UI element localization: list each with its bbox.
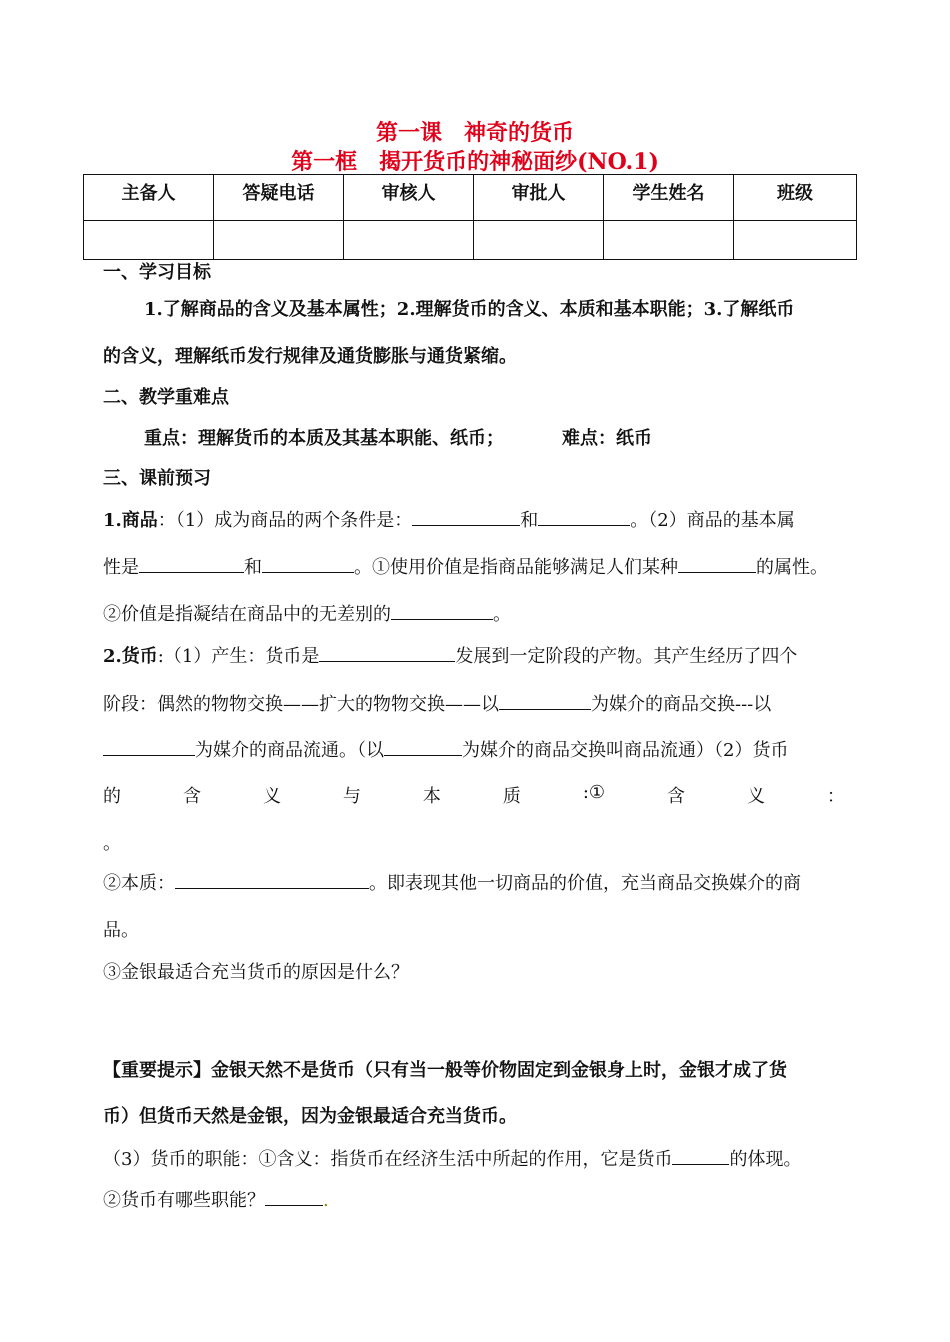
fill-blank[interactable] bbox=[103, 737, 195, 756]
table-input-cell[interactable] bbox=[344, 221, 474, 260]
q2-text: 为媒介的商品交换叫商品流通）（2）货币 bbox=[462, 740, 789, 761]
q2-line8: ③金银最适合充当货币的原因是什么？ bbox=[103, 962, 409, 983]
q2-text: ②本质： bbox=[103, 873, 175, 894]
fill-blank[interactable] bbox=[262, 554, 354, 573]
fill-blank[interactable] bbox=[678, 554, 756, 573]
tip-line2: 币）但货币天然是金银，因为金银最适合充当货币。 bbox=[103, 1106, 517, 1127]
q1-text: 和 bbox=[520, 510, 539, 531]
q1-line1 bbox=[103, 506, 795, 532]
table-input-cell[interactable] bbox=[214, 221, 344, 260]
fill-blank[interactable] bbox=[672, 1146, 729, 1165]
q2-text: 发展到一定阶段的产物。其产生经历了四个 bbox=[455, 646, 798, 667]
q1-line3 bbox=[103, 600, 511, 626]
q2-text: :（1）产生：货币是 bbox=[157, 646, 320, 667]
q1-text: 。①使用价值是指商品能够满足人们某种 bbox=[354, 557, 678, 578]
q2-label: 2.货币 bbox=[103, 646, 158, 667]
q1-text: 性是 bbox=[103, 557, 139, 578]
fill-blank[interactable] bbox=[412, 507, 520, 526]
section-title: 第一框 揭开货币的神秘面纱(NO.1) bbox=[291, 149, 659, 175]
q2-text: 为媒介的商品流通。（以 bbox=[195, 740, 384, 761]
q1-text: 的属性。 bbox=[756, 557, 828, 578]
fill-blank[interactable] bbox=[175, 870, 369, 889]
fill-blank[interactable] bbox=[391, 601, 493, 620]
q2-line3 bbox=[103, 736, 788, 762]
fill-blank[interactable] bbox=[139, 554, 244, 573]
section-heading-preview: 三、课前预习 bbox=[103, 468, 211, 489]
section-heading-goals: 一、学习目标 bbox=[103, 262, 211, 283]
q3-text: （3）货币的职能：①含义：指货币在经济生活中所起的作用，它是货币 bbox=[103, 1149, 673, 1170]
table-input-cell[interactable] bbox=[84, 221, 214, 260]
section-heading-key-points: 二、教学重难点 bbox=[103, 387, 229, 408]
q1-text: ②价值是指凝结在商品中的无差别的 bbox=[103, 604, 391, 625]
q2-char: 义 bbox=[262, 786, 281, 807]
q3-text: 的体现。 bbox=[729, 1149, 802, 1170]
q2-char: 含 bbox=[182, 786, 201, 807]
q1-text: 。（2）商品的基本属 bbox=[630, 510, 795, 531]
q2-text: 阶段：偶然的物物交换——扩大的物物交换——以 bbox=[103, 694, 499, 715]
q2-text: 为媒介的商品交换---以 bbox=[591, 694, 772, 715]
tip-line1: 【重要提示】金银天然不是货币（只有当一般等价物固定到金银身上时，金银才成了货 bbox=[103, 1060, 787, 1081]
q3-text: ②货币有哪些职能？ bbox=[103, 1190, 265, 1211]
q3-line2 bbox=[103, 1186, 329, 1212]
q1-text: ：（1）成为商品的两个条件是： bbox=[157, 510, 413, 531]
q2-char: :① bbox=[582, 782, 606, 803]
goals-text-line1: 1.了解商品的含义及基本属性；2.理解货币的含义、本质和基本职能；3.了解纸币 bbox=[144, 299, 795, 320]
table-input-cell[interactable] bbox=[474, 221, 604, 260]
q2-char: 的 bbox=[103, 786, 121, 807]
q2-line5: 。 bbox=[103, 833, 121, 854]
table-header-cell: 审核人 bbox=[344, 175, 474, 221]
fill-blank[interactable] bbox=[499, 691, 591, 710]
q2-line6 bbox=[103, 869, 801, 895]
q1-text: 。 bbox=[493, 604, 511, 625]
table-header-cell: 主备人 bbox=[84, 175, 214, 221]
table-input-row bbox=[84, 221, 857, 260]
fill-blank[interactable] bbox=[265, 1187, 323, 1206]
goals-text-line2: 的含义，理解纸币发行规律及通货膨胀与通货紧缩。 bbox=[103, 346, 517, 367]
table-header-cell: 班级 bbox=[734, 175, 857, 221]
q2-char: 与 bbox=[342, 786, 361, 807]
fill-blank[interactable] bbox=[538, 507, 630, 526]
q3-line1 bbox=[103, 1145, 801, 1171]
table-header-cell: 学生姓名 bbox=[604, 175, 734, 221]
lesson-title: 第一课 神奇的货币 bbox=[375, 120, 574, 146]
fill-blank[interactable] bbox=[319, 643, 455, 662]
q3-text: . bbox=[323, 1190, 329, 1211]
q2-char: 义 bbox=[746, 786, 765, 807]
q2-char: 含 bbox=[666, 786, 685, 807]
q2-line2 bbox=[103, 690, 771, 716]
table-input-cell[interactable] bbox=[734, 221, 857, 260]
q2-char: 本 bbox=[422, 786, 441, 807]
q2-char: 质 bbox=[502, 786, 521, 807]
q2-line4 bbox=[103, 782, 845, 808]
q2-line7: 品。 bbox=[103, 920, 139, 941]
table-header-cell: 审批人 bbox=[474, 175, 604, 221]
fill-blank[interactable] bbox=[384, 737, 462, 756]
q2-text: 。即表现其他一切商品的价值，充当商品交换媒介的商 bbox=[369, 873, 801, 894]
q1-label: 1.商品 bbox=[103, 510, 158, 531]
table-header-row bbox=[84, 175, 857, 221]
table-input-cell[interactable] bbox=[604, 221, 734, 260]
q1-line2 bbox=[103, 553, 828, 579]
difficulty-text: 难点：纸币 bbox=[562, 428, 652, 449]
q1-text: 和 bbox=[244, 557, 262, 578]
table-header-cell: 答疑电话 bbox=[214, 175, 344, 221]
q2-line1 bbox=[103, 642, 797, 668]
info-table bbox=[83, 174, 857, 260]
key-point-text: 重点：理解货币的本质及其基本职能、纸币； bbox=[144, 428, 504, 449]
q2-char: ： bbox=[826, 786, 845, 807]
